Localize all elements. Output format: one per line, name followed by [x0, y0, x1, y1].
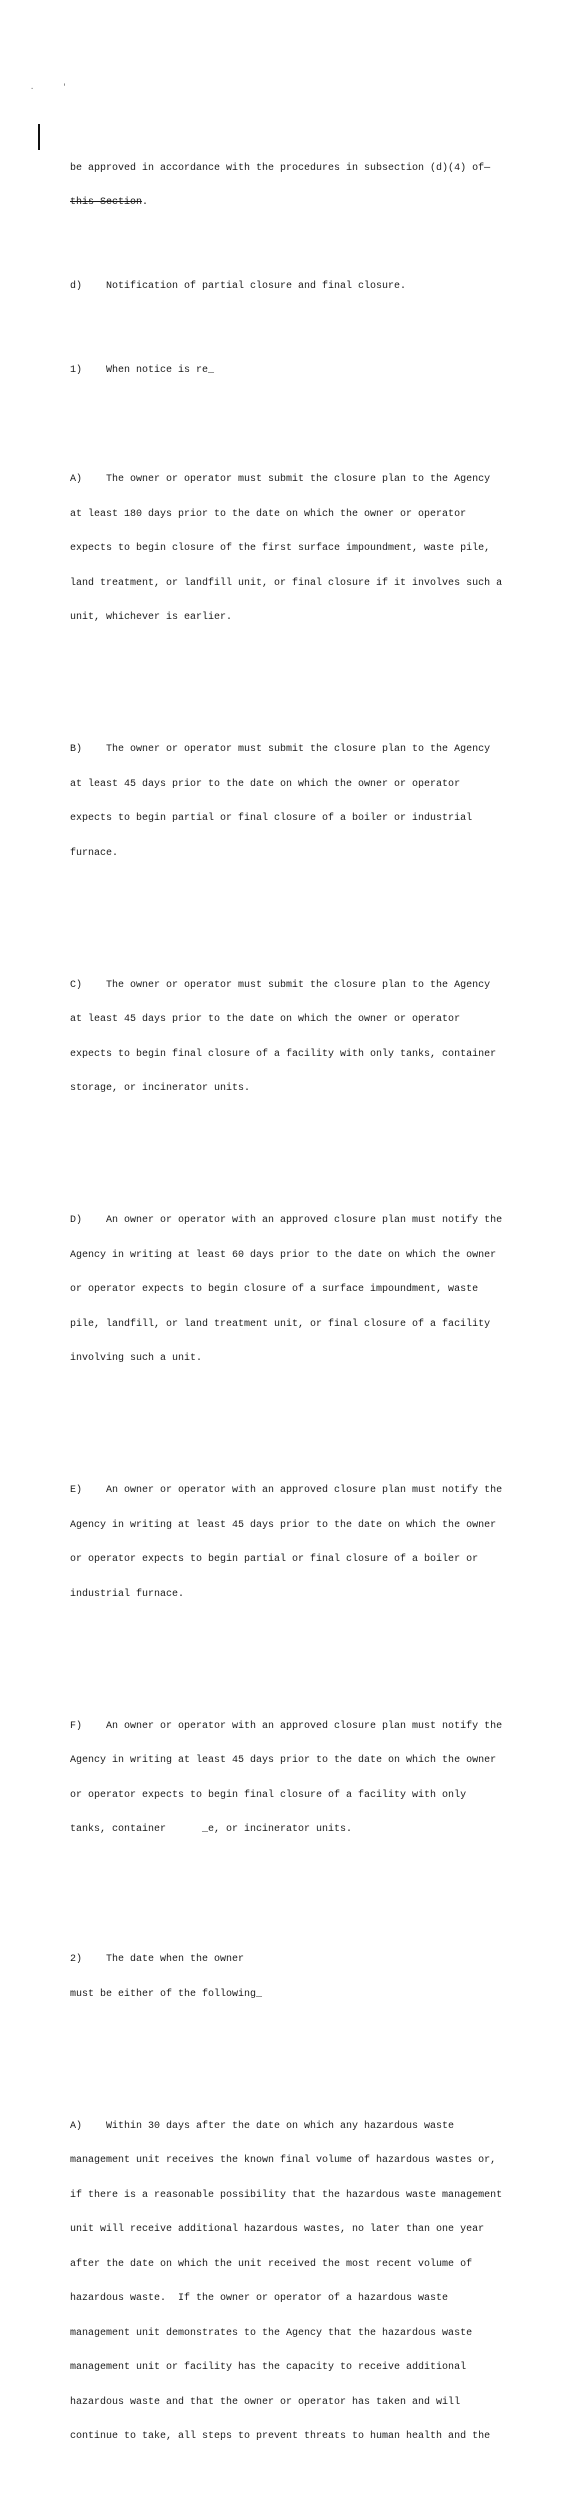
paragraph-2a-line: hazardous waste. If the owner or operator of a hazardous waste [70, 2293, 449, 2304]
paragraph-f-line: or operator expects to begin final closure of a facility with only [70, 1789, 467, 1801]
paragraph-2a [70, 2098, 506, 2466]
paragraph-d-line: pile, landfill, or land treatment unit, or final closure of a facility [70, 1318, 491, 1330]
document-body [70, 128, 506, 2500]
paragraph-2a-line: if there is a reasonable possibility that the hazardous waste management [70, 2189, 503, 2201]
paragraph-2a-line: hazardous waste and that the owner or operator has taken and will [70, 2396, 461, 2408]
paragraph-b-line: expects to begin partial or final closure of a boiler or industrial [70, 813, 473, 824]
paragraph-2a-line: A) Within 30 days after the date on which any hazardous waste [70, 2120, 455, 2132]
paragraph-e-line: or operator expects to begin partial or final closure of a boiler or [70, 1554, 479, 1565]
paragraph-a-line: at least 180 days prior to the date on which the owner or operator [70, 508, 467, 520]
paragraph-d [70, 1192, 506, 1388]
paragraph-e-line: Agency in writing at least 45 days prior to the date on which the owner [70, 1519, 497, 1531]
scan-specks: . ' [30, 84, 79, 92]
paragraph-f-line: tanks, container _e, or incinerator units. [70, 1824, 353, 1835]
paragraph-e-line: industrial furnace. [70, 1588, 185, 1600]
paragraph-d-line: D) An owner or operator with an approved closure plan must notify the [70, 1215, 503, 1226]
paragraph-c-line: expects to begin final closure of a facility with only tanks, container [70, 1048, 497, 1060]
paragraph-b-line: furnace. [70, 847, 119, 859]
continuation-line-2 [70, 197, 506, 209]
paragraph-f-line: F) An owner or operator with an approved closure plan must notify the [70, 1720, 503, 1732]
continuation-line-1 [70, 163, 506, 175]
paragraph-2a-line: after the date on which the unit received the most recent volume of [70, 2258, 473, 2270]
paragraph-2a-line: continue to take, all steps to prevent threats to human health and the [70, 2431, 491, 2442]
item-2 [70, 1931, 506, 2023]
item-2-line: must be either of the following_ [70, 1988, 263, 2000]
paragraph-a-line: A) The owner or operator must submit the closure plan to the Agency [70, 474, 491, 485]
paragraph-2a-line: management unit demonstrates to the Agency that the hazardous waste [70, 2327, 473, 2339]
paragraph-f-line: Agency in writing at least 45 days prior to the date on which the owner [70, 1755, 497, 1766]
heading-d: d) Notification of partial closure and final closure. [70, 281, 407, 292]
paragraph-a-line: unit, whichever is earlier. [70, 612, 233, 623]
paragraph-a [70, 451, 506, 647]
revision-change-bar [38, 124, 40, 150]
paragraph-e-line: E) An owner or operator with an approved closure plan must notify the [70, 1485, 503, 1496]
item-2-line: 2) The date when the owner [70, 1954, 245, 1965]
paragraph-a-line: land treatment, or landfill unit, or final closure if it involves such a [70, 577, 503, 589]
item-1: 1) When notice is re_ [70, 365, 215, 376]
paragraph-b-line: at least 45 days prior to the date on which the owner or operator [70, 778, 461, 790]
paragraph-b-line: B) The owner or operator must submit the closure plan to the Agency [70, 744, 491, 755]
continuation-text-1: be approved in accordance with the procedures in subsection (d)(4) of [70, 162, 485, 174]
paragraph-c [70, 957, 506, 1118]
paragraph-d-line: involving such a unit. [70, 1353, 203, 1364]
paragraph-2a-line: management unit or facility has the capacity to receive additional [70, 2362, 467, 2373]
paragraph-2a-line: management unit receives the known final volume of hazardous wastes or, [70, 2155, 497, 2166]
paragraph-d-line: or operator expects to begin closure of a surface impoundment, waste [70, 1284, 479, 1295]
paragraph-a-line: expects to begin closure of the first surface impoundment, waste pile, [70, 543, 491, 554]
continuation-period: . [142, 197, 149, 208]
paragraph-c-line: at least 45 days prior to the date on which the owner or operator [70, 1014, 461, 1025]
struck-text: this Section [70, 197, 143, 208]
paragraph-e [70, 1462, 506, 1623]
paragraph-d-line: Agency in writing at least 60 days prior to the date on which the owner [70, 1249, 497, 1261]
paragraph-b [70, 721, 506, 882]
paragraph-c-line: C) The owner or operator must submit the closure plan to the Agency [70, 979, 491, 991]
continuation-dash: — [484, 162, 491, 174]
paragraph-2a-line: unit will receive additional hazardous wastes, no later than one year [70, 2224, 485, 2235]
paragraph-c-line: storage, or incinerator units. [70, 1083, 251, 1094]
paragraph-f [70, 1698, 506, 1859]
